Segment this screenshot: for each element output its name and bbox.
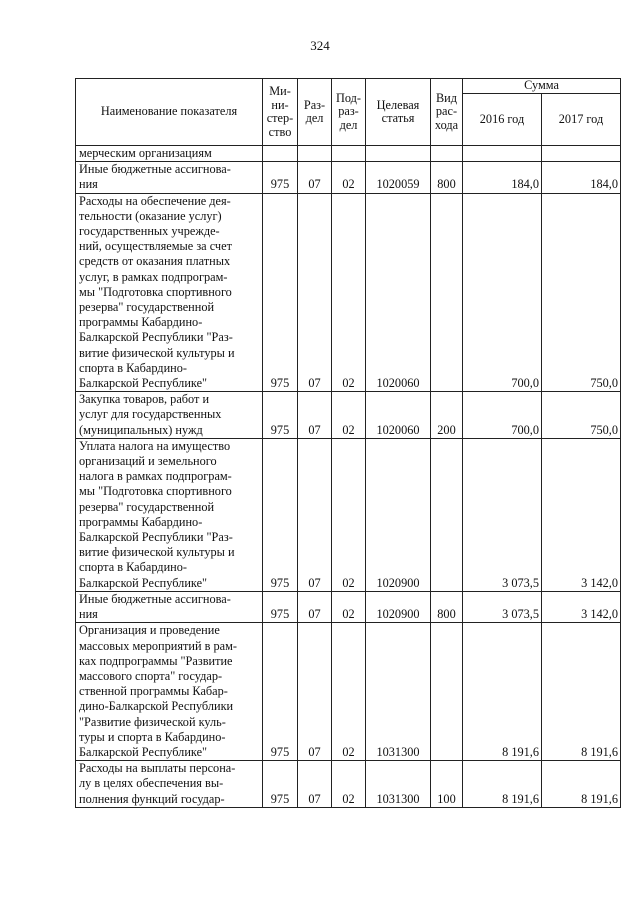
header-name: Наименование показателя [76,79,263,146]
row-target-cell: 1020900 [366,438,431,591]
row-type-cell: 800 [431,162,463,193]
row-2016-cell: 8 191,6 [463,761,542,808]
table-row [76,162,621,193]
row-2016-cell: 3 073,5 [463,438,542,591]
row-2017-cell: 750,0 [542,392,621,439]
row-ministry-cell: 975 [263,193,298,392]
row-subsection-cell: 02 [332,193,366,392]
row-target-cell: 1020060 [366,193,431,392]
row-name-cell: Уплата налога на имущество организаций и земельного налога в рамках подпрограм- мы "Подготовка спортивного резерва" государственной программы Кабардино- Балкарской Республики "Раз- витие физической культуры и спорта в Кабардино- Балкарской Республике" [76,438,263,591]
row-target-cell [366,146,431,162]
row-target-cell: 1020060 [366,392,431,439]
row-target-cell: 1020900 [366,591,431,622]
row-2017-cell: 3 142,0 [542,591,621,622]
header-year-2016: 2016 год [463,94,542,146]
row-2017-cell: 750,0 [542,193,621,392]
row-type-cell: 800 [431,591,463,622]
header-subsection: Под- раз- дел [332,79,366,146]
row-name-cell: Организация и проведение массовых мероприятий в рам- ках подпрограммы "Развитие массового спорта" государ- ственной программы Кабар- дино-Балкарской Республики "Развитие физической куль- туры и спорта в Кабардино- Балкарской Республике" [76,623,263,761]
row-section-cell: 07 [298,438,332,591]
table-row [76,761,621,808]
row-name-cell: Иные бюджетные ассигнова- ния [76,162,263,193]
row-type-cell: 100 [431,761,463,808]
row-type-cell: 200 [431,392,463,439]
header-year-2017: 2017 год [542,94,621,146]
row-ministry-cell: 975 [263,761,298,808]
row-target-cell: 1031300 [366,761,431,808]
row-2017-cell: 8 191,6 [542,623,621,761]
row-subsection-cell: 02 [332,591,366,622]
row-2017-cell: 184,0 [542,162,621,193]
row-2016-cell: 3 073,5 [463,591,542,622]
header-target: Целевая статья [366,79,431,146]
row-section-cell [298,146,332,162]
header-expense-type: Вид рас- хода [431,79,463,146]
row-name-cell: Расходы на обеспечение дея- тельности (оказание услуг) государственных учрежде- ний, осуществляемые за счет средств от оказания платных услуг, в рамках подпрограм- мы "Подготовка спортивного резерва" государственной программы Кабардино- Балкарской Республики "Раз- витие физической культуры и спорта в Кабардино- Балкарской Республике" [76,193,263,392]
row-subsection-cell [332,146,366,162]
row-section-cell: 07 [298,623,332,761]
row-section-cell: 07 [298,761,332,808]
table-row [76,193,621,392]
table-row [76,146,621,162]
table-row [76,438,621,591]
row-name-cell: Расходы на выплаты персона- лу в целях обеспечения вы- полнения функций государ- [76,761,263,808]
row-ministry-cell: 975 [263,438,298,591]
row-subsection-cell: 02 [332,392,366,439]
row-target-cell: 1031300 [366,623,431,761]
row-type-cell [431,438,463,591]
row-type-cell [431,146,463,162]
row-2017-cell [542,146,621,162]
row-2017-cell: 3 142,0 [542,438,621,591]
row-ministry-cell: 975 [263,162,298,193]
header-sum: Сумма [463,79,621,94]
row-subsection-cell: 02 [332,761,366,808]
table-row [76,591,621,622]
row-2016-cell: 8 191,6 [463,623,542,761]
table-header [76,79,621,146]
row-section-cell: 07 [298,162,332,193]
row-section-cell: 07 [298,193,332,392]
row-2017-cell: 8 191,6 [542,761,621,808]
row-ministry-cell: 975 [263,591,298,622]
row-type-cell [431,193,463,392]
row-2016-cell: 700,0 [463,193,542,392]
table-row [76,392,621,439]
table-row [76,623,621,761]
row-name-cell: Закупка товаров, работ и услуг для государственных (муниципальных) нужд [76,392,263,439]
row-subsection-cell: 02 [332,162,366,193]
row-subsection-cell: 02 [332,438,366,591]
row-ministry-cell: 975 [263,623,298,761]
row-2016-cell: 700,0 [463,392,542,439]
row-section-cell: 07 [298,392,332,439]
row-2016-cell [463,146,542,162]
row-2016-cell: 184,0 [463,162,542,193]
budget-table [75,78,621,808]
row-name-cell: Иные бюджетные ассигнова- ния [76,591,263,622]
row-section-cell: 07 [298,591,332,622]
row-subsection-cell: 02 [332,623,366,761]
row-ministry-cell: 975 [263,392,298,439]
page-number: 324 [310,38,330,53]
row-type-cell [431,623,463,761]
row-target-cell: 1020059 [366,162,431,193]
row-name-cell: мерческим организациям [76,146,263,162]
row-ministry-cell [263,146,298,162]
header-ministry: Ми- ни- стер- ство [263,79,298,146]
header-section: Раз- дел [298,79,332,146]
